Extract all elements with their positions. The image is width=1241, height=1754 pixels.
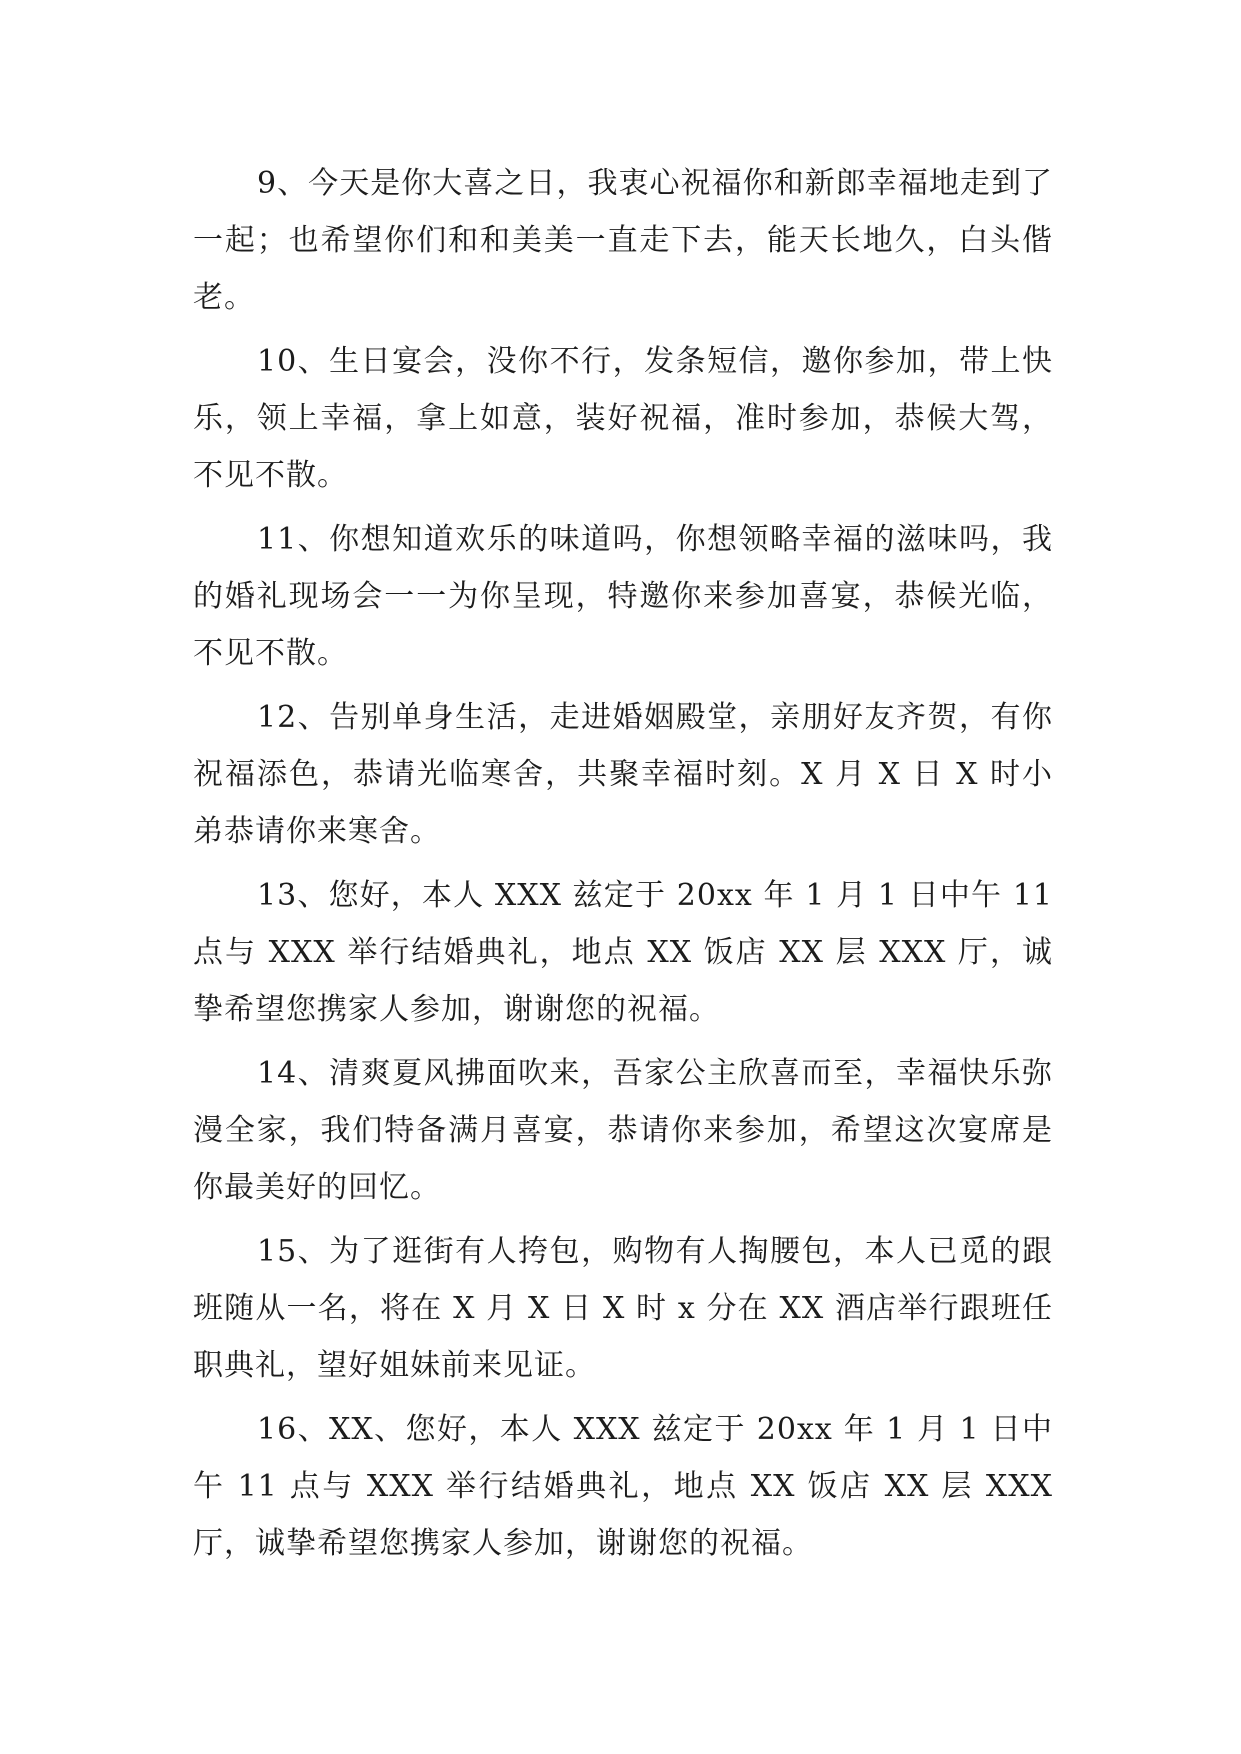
paragraph-15: 15、为了逛街有人挎包，购物有人掏腰包，本人已觅的跟班随从一名，将在 X 月 X 日 X 时 x 分在 XX 酒店举行跟班任职典礼，望好姐妹前来见证。	[193, 1234, 1053, 1383]
paragraph-11: 11、你想知道欢乐的味道吗，你想领略幸福的滋味吗，我的婚礼现场会一一为你呈现，特邀你来参加喜宴，恭候光临，不见不散。	[193, 522, 1053, 671]
document-body	[193, 155, 1053, 1579]
paragraph-10: 10、生日宴会，没你不行，发条短信，邀你参加，带上快乐，领上幸福，拿上如意，装好祝福，准时参加，恭候大驾，不见不散。	[193, 344, 1053, 493]
paragraph-14: 14、清爽夏风拂面吹来，吾家公主欣喜而至，幸福快乐弥漫全家，我们特备满月喜宴，恭请你来参加，希望这次宴席是你最美好的回忆。	[193, 1056, 1053, 1205]
paragraph-12: 12、告别单身生活，走进婚姻殿堂，亲朋好友齐贺，有你祝福添色，恭请光临寒舍，共聚幸福时刻。X 月 X 日 X 时小弟恭请你来寒舍。	[193, 700, 1053, 849]
paragraph-9: 9、今天是你大喜之日，我衷心祝福你和新郎幸福地走到了一起；也希望你们和和美美一直走下去，能天长地久，白头偕老。	[193, 166, 1053, 315]
paragraph-13: 13、您好，本人 XXX 兹定于 20xx 年 1 月 1 日中午 11 点与 XXX 举行结婚典礼，地点 XX 饭店 XX 层 XXX 厅，诚挚希望您携家人参加，谢谢您的祝福。	[193, 878, 1053, 1027]
paragraph-16: 16、XX、您好，本人 XXX 兹定于 20xx 年 1 月 1 日中午 11 点与 XXX 举行结婚典礼，地点 XX 饭店 XX 层 XXX 厅，诚挚希望您携家人参加，谢谢您的祝福。	[193, 1412, 1053, 1561]
